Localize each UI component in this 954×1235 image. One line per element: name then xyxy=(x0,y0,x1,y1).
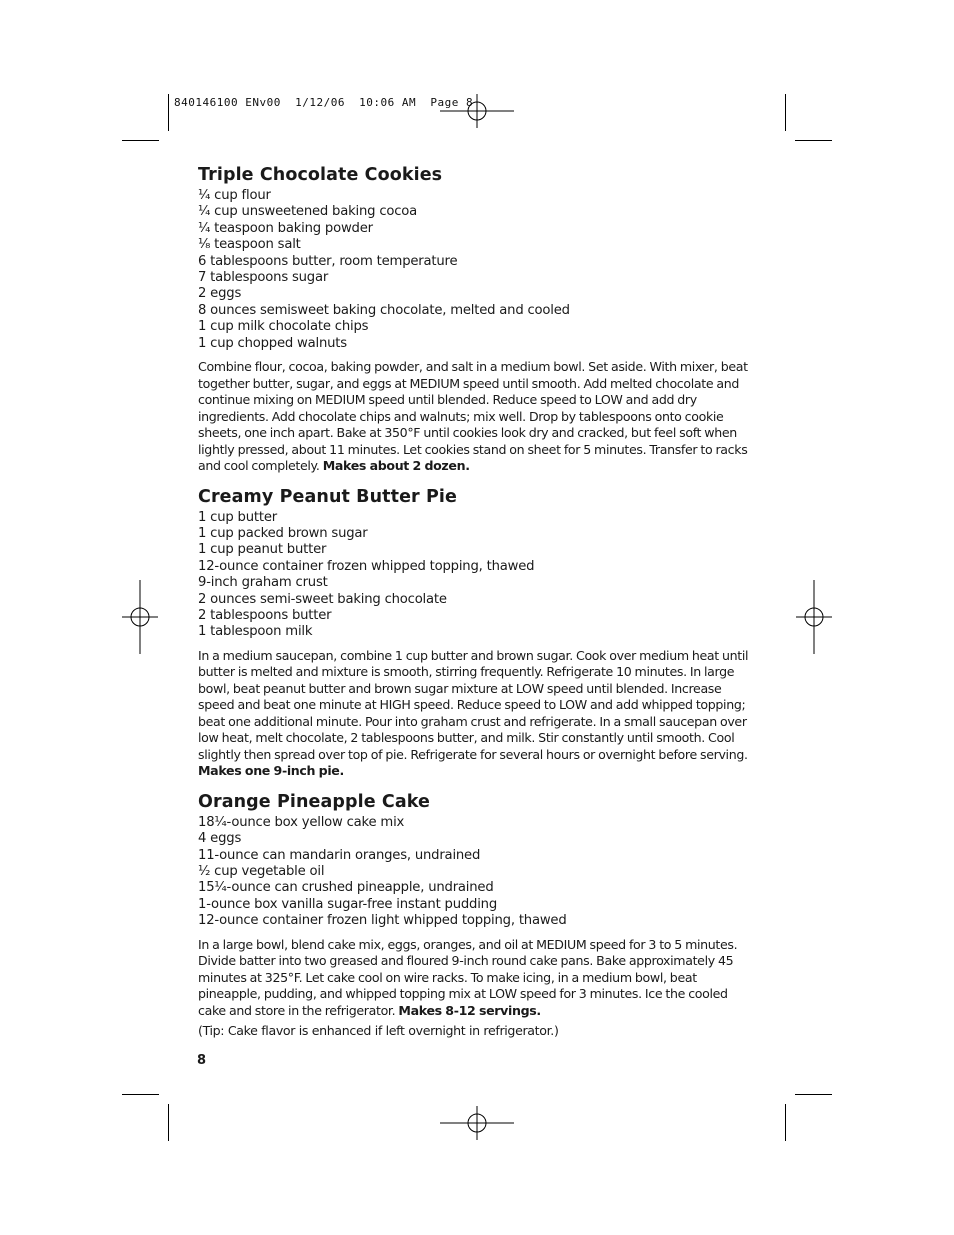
recipe-title: Triple Chocolate Cookies xyxy=(198,165,443,185)
recipe-directions xyxy=(198,648,758,780)
ingredient-item: 15¹⁄₄-ounce can crushed pineapple, undrained xyxy=(198,880,494,896)
ingredient-item: 18¹⁄₄-ounce box yellow cake mix xyxy=(198,814,405,830)
ingredient-item: 4 eggs xyxy=(198,831,242,847)
ingredient-item: ¹⁄₄ teaspoon baking powder xyxy=(198,220,373,236)
recipe-creamy-peanut-butter-pie xyxy=(198,487,758,780)
recipe-directions xyxy=(198,359,758,475)
crop-mark-bottom-left-vertical xyxy=(168,1104,169,1141)
crop-mark-top-right-horizontal xyxy=(795,140,832,141)
ingredient-item: 1 cup packed brown sugar xyxy=(198,525,368,541)
recipe-title: Orange Pineapple Cake xyxy=(198,791,431,812)
ingredient-item: 12-ounce container frozen light whipped topping, thawed xyxy=(198,913,567,929)
registration-mark-bottom xyxy=(437,1103,517,1143)
ingredient-item: ¹⁄₄ cup flour xyxy=(198,188,271,203)
ingredient-list xyxy=(198,188,758,352)
registration-mark-top xyxy=(437,91,517,131)
registration-mark-left xyxy=(120,578,160,656)
ingredient-item: ¹⁄₈ teaspoon salt xyxy=(198,237,301,253)
crop-mark-bottom-right-horizontal xyxy=(795,1094,832,1095)
recipe-yield: Makes 8-12 servings. xyxy=(398,1002,541,1018)
ingredient-item: ¹⁄₄ cup unsweetened baking cocoa xyxy=(198,204,418,220)
ingredient-item: 1 cup milk chocolate chips xyxy=(198,319,369,335)
recipe-page-content xyxy=(198,165,758,1040)
ingredient-item: 12-ounce container frozen whipped topping, thawed xyxy=(198,558,535,574)
ingredient-item: 8 ounces semisweet baking chocolate, melted and cooled xyxy=(198,302,570,318)
ingredient-item: 1 cup chopped walnuts xyxy=(198,335,347,351)
recipe-title: Creamy Peanut Butter Pie xyxy=(198,486,457,507)
directions-text: In a medium saucepan, combine 1 cup butter and brown sugar. Cook over medium heat until butter is melted and mixture is smooth, stirring frequently. Refrigerate 10 minutes. In large bowl, beat peanut butter and brown sugar mixture at LOW speed until blended. Increase speed and beat one minute at HIGH speed. Reduce speed to LOW and add whipped topping; beat one additional minute. Pour into graham crust and refrigerate. In a small saucepan over low heat, melt chocolate, 2 tablespoons butter, and milk. Stir constantly until smooth. Cool slightly then spread over top of pie. Refrigerate for several hours or overnight before serving. xyxy=(198,647,749,762)
page-number: 8 xyxy=(197,1053,207,1068)
ingredient-list xyxy=(198,510,758,641)
recipe-yield: Makes one 9-inch pie. xyxy=(198,763,344,779)
ingredient-item: 6 tablespoons butter, room temperature xyxy=(198,253,458,269)
crop-mark-bottom-left-horizontal xyxy=(122,1094,159,1095)
ingredient-item: 7 tablespoons sugar xyxy=(198,270,329,286)
recipe-tip: (Tip: Cake flavor is enhanced if left overnight in refrigerator.) xyxy=(198,1023,559,1039)
ingredient-item: 11-ounce can mandarin oranges, undrained xyxy=(198,847,481,863)
crop-mark-top-left-horizontal xyxy=(122,140,159,141)
recipe-orange-pineapple-cake xyxy=(198,792,758,1040)
print-slug: 840146100 ENv00 1/12/06 10:06 AM Page 8 xyxy=(174,96,474,109)
directions-text: In a large bowl, blend cake mix, eggs, oranges, and oil at MEDIUM speed for 3 to 5 minutes. Divide batter into two greased and floured 9-inch round cake pans. Bake approximately 45 minutes at 325°F. Let cake cool on wire racks. To make icing, in a medium bowl, beat pineapple, pudding, and whipped topping mix at LOW speed for 3 minutes. Ice the cooled cake and store in the refrigerator. xyxy=(198,936,738,1018)
directions-text: Combine flour, cocoa, baking powder, and salt in a medium bowl. Set aside. With mixer, beat together butter, sugar, and eggs at MEDIUM speed until smooth. Add melted chocolate and continue mixing on MEDIUM speed until blended. Reduce speed to LOW and add dry ingredients. Add chocolate chips and walnuts; mix well. Drop by tablespoons onto cookie sheets, one inch apart. Bake at 350°F until cookies look dry and cracked, but feel soft when lightly pressed, about 11 minutes. Let cookies stand on sheet for 5 minutes. Transfer to racks and cool completely. xyxy=(198,359,748,474)
crop-mark-top-left-vertical xyxy=(168,94,169,131)
ingredient-item: ¹⁄₂ cup vegetable oil xyxy=(198,864,325,880)
recipe-yield: Makes about 2 dozen. xyxy=(322,458,470,474)
recipe-triple-chocolate-cookies xyxy=(198,165,758,475)
ingredient-item: 1 cup butter xyxy=(198,509,277,525)
crop-mark-bottom-right-vertical xyxy=(785,1104,786,1141)
ingredient-item: 1 cup peanut butter xyxy=(198,542,327,558)
ingredient-item: 2 eggs xyxy=(198,286,242,302)
ingredient-item: 2 tablespoons butter xyxy=(198,608,332,623)
ingredient-item: 2 ounces semi-sweet baking chocolate xyxy=(198,591,447,607)
crop-mark-top-right-vertical xyxy=(785,94,786,131)
ingredient-item: 9-inch graham crust xyxy=(198,575,328,591)
ingredient-item: 1-ounce box vanilla sugar-free instant pudding xyxy=(198,896,498,912)
ingredient-item: 1 tablespoon milk xyxy=(198,624,313,640)
ingredient-list xyxy=(198,815,758,930)
recipe-directions xyxy=(198,937,758,1020)
registration-mark-right xyxy=(794,578,834,656)
